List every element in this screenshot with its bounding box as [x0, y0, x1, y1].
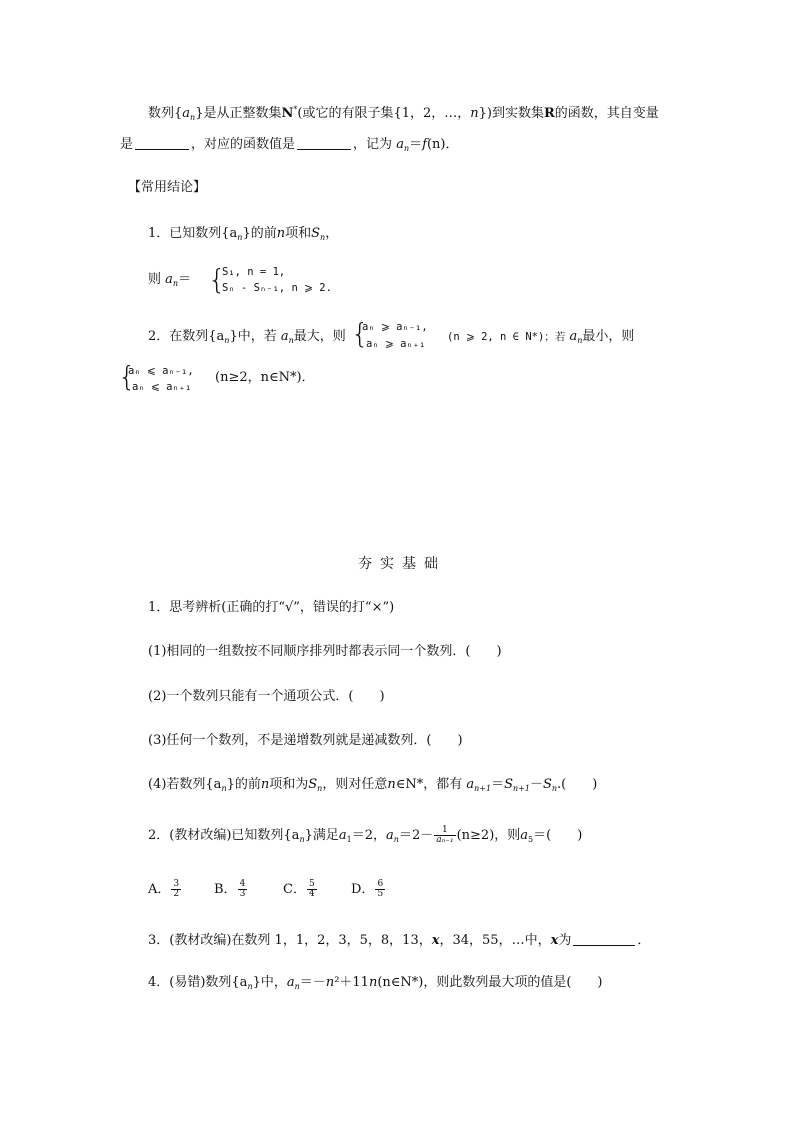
left-brace-icon: {: [208, 263, 226, 296]
question-2: 2．(教材改编)已知数列$\{a_n\}$满足$a_1=2$，$a_n=2-$ $\frac{1}{\text{aₙ₋₁}}$ (n≥2)，则$a_5=$( ): [148, 825, 583, 845]
choice-d[interactable]: D． $\frac{6}{5}$: [351, 879, 384, 899]
condition-line-1: aₙ ⩾ aₙ₋₁,: [362, 321, 428, 333]
choice-c[interactable]: C． $\frac{5}{4}$: [283, 879, 315, 899]
conclusion-item-2: 2．在数列$\{a_n\}$中，若 $a_n$最大，则: [148, 329, 346, 345]
question-1-3: (3)任何一个数列，不是递增数列就是递减数列．( ): [148, 733, 463, 748]
fill-blank[interactable]: [573, 933, 635, 946]
left-brace-icon: {: [351, 317, 369, 350]
section-title: 夯实基础: [358, 556, 446, 572]
question-3: 3．(教材改编)在数列 1，1，2，3，5，8，13，x，34，55，…中，x为 ．: [148, 933, 651, 948]
fill-blank[interactable]: [135, 137, 189, 150]
conclusion-item-1: 1．已知数列$\{a_n\}$的前n项和$S_n$，: [148, 226, 339, 242]
condition-line-2: aₙ ⩾ aₙ₊₁: [366, 338, 426, 350]
question-1-4: (4)若数列$\{a_n\}$的前n项和为$S_n$，则对任意n∈N*，都有 $a_{n+1}=S_{n+1}-S_n$.( ): [148, 777, 598, 793]
left-brace-icon: {: [118, 360, 136, 393]
choice-b[interactable]: B． $\frac{4}{3}$: [214, 879, 246, 899]
conclusion-item-1-then: 则 $a_n=$: [148, 272, 192, 288]
question-1-1: (1)相同的一组数按不同顺序排列时都表示同一个数列．( ): [148, 644, 502, 659]
definition-line-2: 是 ，对应的函数值是 ，记为 $a_n=f(n)$．: [120, 137, 459, 153]
fraction: $\frac{1}{\text{aₙ₋₁}}$: [436, 825, 454, 845]
choice-a[interactable]: A． $\frac{3}{2}$: [148, 879, 180, 899]
conclusion-heading: 【常用结论】: [128, 180, 207, 195]
condition-range: (n ⩾ 2, n ∈ N*)；若 $a_n$最小，则: [447, 329, 635, 345]
case-line-1: S₁, n = 1,: [222, 266, 286, 278]
question-4: 4．(易错)数列$\{a_n\}$中，$a_n=-n^2+11n(n\in N*)$，则此数列最大项的值是( ): [148, 975, 603, 991]
condition-line-4: aₙ ⩽ aₙ₊₁: [132, 381, 192, 393]
condition-range-2: (n≥2，n∈N*)．: [215, 370, 315, 385]
case-line-2: Sₙ - Sₙ₋₁, n ⩾ 2.: [222, 282, 332, 294]
fill-blank[interactable]: [297, 137, 351, 150]
condition-line-3: aₙ ⩽ aₙ₋₁,: [128, 365, 194, 377]
question-1-2: (2)一个数列只能有一个通项公式．( ): [148, 689, 385, 704]
question-1: 1．思考辨析(正确的打“√”，错误的打“×”): [148, 600, 395, 615]
definition-line-1: 数列$\{a_n\}$是从正整数集N*(或它的有限子集{1，2，…，n})到实数集R的函数，其自变量: [148, 105, 659, 122]
